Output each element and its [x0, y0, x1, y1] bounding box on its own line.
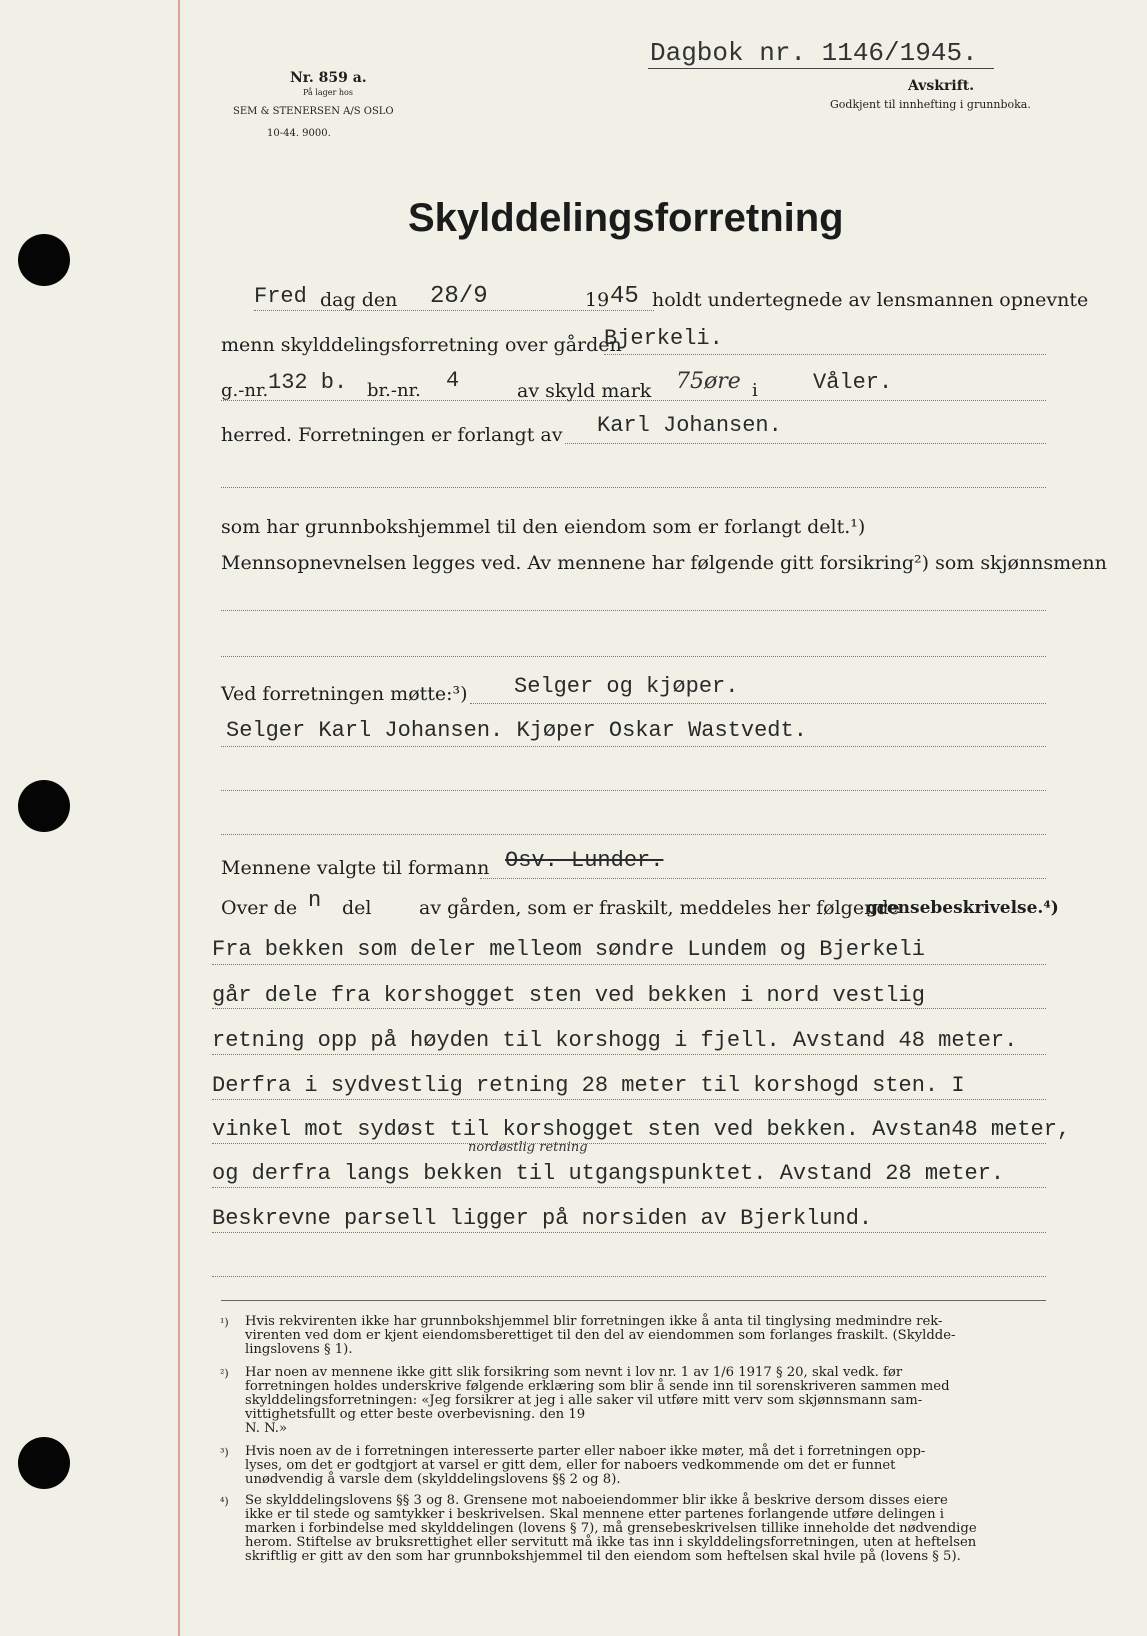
formann-label: Mennene valgte til formann [221, 857, 490, 879]
printer-line-3: 10-44. 9000. [267, 128, 331, 139]
dagbok-number: Dagbok nr. 1146/1945. [650, 38, 978, 68]
forlangt-filled: Karl Johansen. [597, 413, 782, 438]
farm-filled: Bjerkeli. [604, 326, 723, 351]
menn-text: menn skylddelingsforretning over gården [221, 334, 622, 356]
i-label: i [752, 380, 758, 401]
over-filled: n [308, 888, 322, 913]
dagbok-underline [648, 68, 994, 69]
footnote-number: ¹) [220, 1316, 229, 1329]
form-number: Nr. 859 a. [290, 70, 367, 86]
herred-text: herred. Forretningen er forlangt av [221, 424, 563, 446]
bnr-label: br.-nr. [367, 380, 421, 401]
row10-dots [470, 703, 1046, 704]
desc-dots [212, 1054, 1046, 1055]
description-line: Derfra i sydvestlig retning 28 meter til korshogd sten. I [212, 1073, 965, 1098]
row3-dots [221, 400, 1046, 401]
row11-dots [221, 746, 1046, 747]
description-line: retning opp på høyden til korshogg i fjell. Avstand 48 meter. [212, 1028, 1018, 1053]
skyld-label: av skyld mark [517, 380, 652, 402]
desc-dots [212, 1099, 1046, 1100]
desc-dots [212, 1276, 1046, 1277]
description-line: og derfra langs bekken til utgangspunktet. Avstand 28 meter. [212, 1161, 1005, 1186]
desc-dots [212, 1232, 1046, 1233]
mote-label: Ved forretningen møtte:³) [221, 683, 468, 705]
row4-dots [565, 443, 1046, 444]
desc-dots [212, 964, 1046, 965]
holdt-text: holdt undertegnede av lensmannen opnevnte [652, 289, 1089, 311]
printer-line-2: SEM & STENERSEN A/S OSLO [233, 106, 394, 117]
row8-dots [221, 610, 1046, 611]
bnr-filled: 4 [446, 368, 460, 393]
footnote-number: ⁴) [220, 1495, 229, 1508]
gnr-filled: 132 b. [268, 370, 348, 395]
footnote-text: Hvis rekvirenten ikke har grunnbokshjemmel blir forretningen ikke å anta til tinglysing medmindre rek- virenten ved dom er kjent eiendomsberettiget til den del av eiendommen som forlanges fraskilt. (Skyldde- lingslovens § 1). [245, 1314, 956, 1357]
footnote-separator [221, 1300, 1046, 1301]
description-line: vinkel mot sydøst til korshogget sten ved bekken. Avstan48 meter, [212, 1117, 1071, 1142]
row2-dots [604, 354, 1046, 355]
footnote-text: Hvis noen av de i forretningen interesserte parter eller naboer ikke møter, må det i forretningen opp- lyses, om det er godtgjort at varsel er gitt dem, eller for naboers vedkommende om det er funnet unødvendig å varsle dem (skylddelingslovens §§ 2 og 8). [245, 1444, 926, 1487]
description-line: Fra bekken som deler melleom søndre Lundem og Bjerkeli [212, 937, 925, 962]
margin-rule [178, 0, 180, 1636]
formann-filled: Osv. Lunder. [505, 848, 664, 873]
row9-dots [221, 656, 1046, 657]
insertion-note: nordøstlig retning [468, 1140, 588, 1155]
page-title: Skylddelingsforretning [408, 196, 844, 240]
desc-dots [212, 1143, 1046, 1144]
footnote-number: ²) [220, 1367, 229, 1380]
footnote-text: Har noen av mennene ikke gitt slik forsikring som nevnt i lov nr. 1 av 1/6 1917 § 20, skal vedk. før forretningen holdes underskrive følgende erklæring som blir å sende inn til sorenskriveren sammen med skylddelingsforretningen: «Jeg forsikrer at jeg i alle saker vil utføre mitt verv som skjønnsmann sam- vittighetsfullt og etter beste overbevisning. den 19 N. N.» [245, 1365, 950, 1436]
punch-hole-top [18, 234, 70, 286]
punch-hole-middle [18, 780, 70, 832]
over-de-label: Over de [221, 897, 298, 919]
row14-dots [480, 878, 1046, 879]
punch-hole-bottom [18, 1437, 70, 1489]
footnote-number: ³) [220, 1446, 229, 1459]
desc-dots [212, 1008, 1046, 1009]
description-line: går dele fra korshogget sten ved bekken i nord vestlig [212, 983, 925, 1008]
del-label: del [342, 897, 372, 919]
row12-dots [221, 790, 1046, 791]
day-filled: Fred [254, 284, 307, 309]
desc-dots [212, 1187, 1046, 1188]
row13-dots [221, 834, 1046, 835]
row1-dots [254, 310, 654, 311]
year-filled: 45 [610, 283, 639, 310]
footnote-text: Se skylddelingslovens §§ 3 og 8. Grensene mot naboeiendommer blir ikke å beskrive dersom disses eiere ikke er til stede og samtykker i beskrivelsen. Skal mennene etter partenes forlangende utføre delingen i marken i forbindelse med skylddelingen (lovens § 7), må grensebeskrivelsen tillike inneholde det nødvendige herom. Stiftelse av bruksrettighet eller servitutt må ikke tas inn i skylddelingsforretningen, uten at heftelsen skriftlig er gitt av den som har grunnbokshjemmel til den eiendom som heftelsen skal hvile på (lovens § 5). [245, 1493, 977, 1564]
grense-text-b: grensebeskrivelse.⁴) [866, 898, 1059, 918]
avskrift-label: Avskrift. [908, 78, 975, 94]
year-prefix: 19 [585, 289, 610, 311]
row5-dots [221, 487, 1046, 488]
mennsop-text: Mennsopnevnelsen legges ved. Av mennene har følgende gitt forsikring²) som skjønnsmenn [221, 552, 1107, 574]
mote-filled: Selger og kjøper. [514, 674, 739, 699]
godkjent-note: Godkjent til innhefting i grunnboka. [830, 98, 1031, 111]
dag-den-label: dag den [320, 289, 398, 311]
printer-line-1: På lager hos [303, 88, 353, 97]
skyld-filled: 75øre [676, 369, 741, 394]
mote-line-2: Selger Karl Johansen. Kjøper Oskar Wastvedt. [226, 718, 807, 743]
date-filled: 28/9 [430, 283, 488, 310]
gnr-label: g.-nr. [221, 380, 269, 401]
grunnbok-text: som har grunnbokshjemmel til den eiendom som er forlangt delt.¹) [221, 516, 866, 538]
grense-text-a: av gården, som er fraskilt, meddeles her følgende [419, 897, 900, 919]
herred-filled: Våler. [813, 370, 893, 395]
description-line: Beskrevne parsell ligger på norsiden av Bjerklund. [212, 1206, 873, 1231]
